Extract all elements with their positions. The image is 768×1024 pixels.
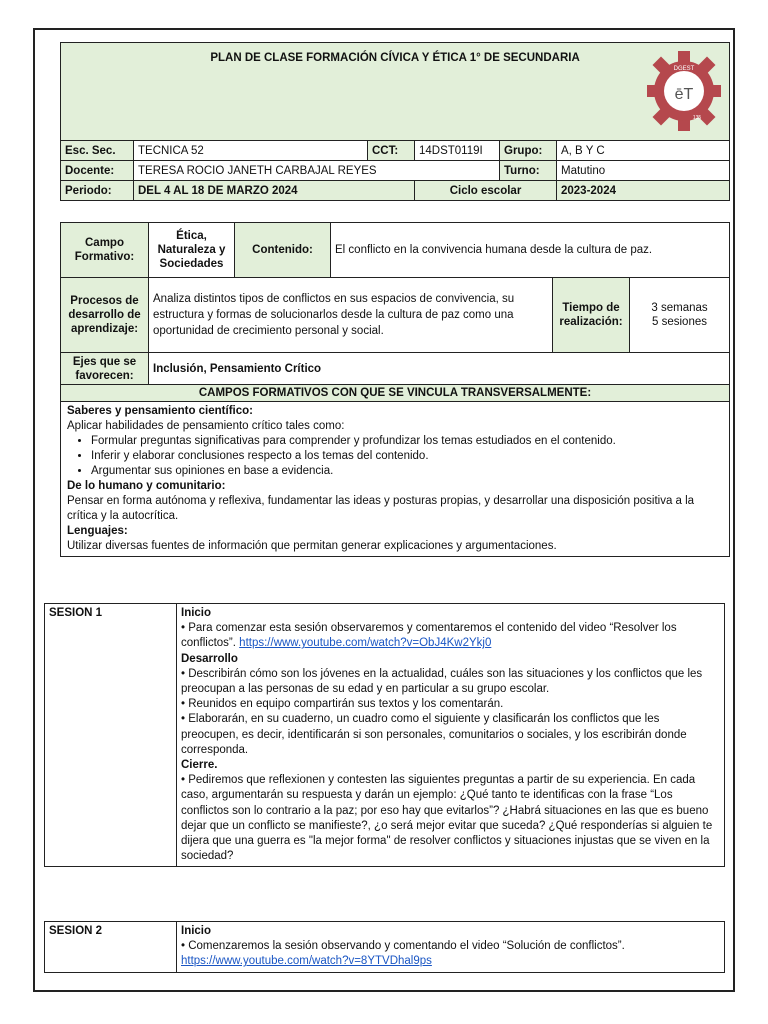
header-table: [60, 42, 730, 201]
grupo-label: Grupo:: [500, 141, 557, 161]
tiempo-semanas: 3 semanas: [651, 302, 708, 314]
grupo-value: A, B Y C: [557, 141, 730, 161]
sesion-2-label: SESION 2: [45, 922, 177, 973]
saberes-list: [67, 434, 725, 479]
sesion-1-cierre-text: • Pediremos que reflexionen y contesten las siguientes preguntas a partir de su experiencia. En cada caso, argumentarán su respuesta y darán un ejemplo: ¿Qué tanto te identificas con la frase “Los conflictos son lo contrario a la paz; por eso hay que evitarlos”? ¿Habrá situaciones en las que es bueno dejar que un conflicto se manifieste?, ¿o será mejor evitar que suceda? ¿Qué responderías si alguien te dijera que una guerra es "la mejor forma" de resolver conflictos y situaciones injustas que se viven en la sociedad?: [181, 774, 713, 863]
saberes-intro: Aplicar habilidades de pensamiento crítico tales como:: [67, 420, 345, 432]
sesion-1-inicio: [181, 621, 720, 651]
tiempo-value: [630, 278, 730, 353]
ciclo-label: Ciclo escolar: [415, 181, 557, 201]
page-title: PLAN DE CLASE FORMACIÓN CÍVICA Y ÉTICA 1° DE SECUNDARIA: [210, 52, 580, 64]
logo-text-top: DGEST: [673, 66, 695, 72]
sesion-1-label: SESION 1: [45, 604, 177, 867]
logo-text-bottom: 135: [692, 115, 702, 121]
campo-label: Campo Formativo:: [61, 223, 149, 278]
sesion-2-body: [177, 922, 725, 973]
sesion-1-desarrollo-title: Desarrollo: [181, 652, 238, 665]
esc-label: Esc. Sec.: [61, 141, 134, 161]
saberes-title: Saberes y pensamiento científico:: [67, 405, 253, 417]
contenido-value: El conflicto en la convivencia humana desde la cultura de paz.: [331, 223, 730, 278]
sesion-2-inicio-title: Inicio: [181, 925, 212, 937]
humano-text: Pensar en forma autónoma y reflexiva, fundamentar las ideas y posturas propias, y desarrollar una disposición positiva a la crítica y la autocrítica.: [67, 495, 695, 522]
cct-label: CCT:: [368, 141, 415, 161]
cct-value: 14DST0119I: [415, 141, 500, 161]
dgest-logo-icon: [645, 49, 723, 133]
sesion-1-video-link[interactable]: https://www.youtube.com/watch?v=ObJ4Kw2Ykj0: [239, 637, 492, 650]
sesion-2-table: [44, 921, 725, 973]
ejes-value: Inclusión, Pensamiento Crítico: [149, 353, 730, 385]
sesion-1-desarrollo-1: • Describirán cómo son los jóvenes en la actualidad, cuáles son las situaciones y los conflictos que les preocupan a las personas de su edad y en particular a su grupo escolar.: [181, 667, 703, 696]
periodo-value: DEL 4 AL 18 DE MARZO 2024: [134, 181, 415, 201]
sesion-2-link-line: [181, 954, 720, 969]
tiempo-sesiones: 5 sesiones: [652, 316, 707, 328]
sesion-2-inicio-text: • Comenzaremos la sesión observando y comentando el video “Solución de conflictos”.: [181, 940, 625, 953]
transversal-body: [61, 402, 730, 557]
docente-label: Docente:: [61, 161, 134, 181]
list-item: • Argumentar sus opiniones en base a evidencia.: [91, 464, 725, 479]
logo-text-mid: ēT: [674, 86, 694, 103]
sesion-1-desarrollo-2: • Reunidos en equipo compartirán sus textos y los comentarán.: [181, 698, 504, 711]
transversal-title: CAMPOS FORMATIVOS CON QUE SE VINCULA TRANSVERSALMENTE:: [61, 385, 730, 402]
list-item: • Formular preguntas significativas para comprender y profundizar los temas estudiados en el contenido.: [91, 434, 725, 449]
tiempo-label: Tiempo de realización:: [553, 278, 630, 353]
title-cell: [61, 43, 730, 141]
campo-value: Ética, Naturaleza y Sociedades: [149, 223, 235, 278]
sesion-2-video-link[interactable]: https://www.youtube.com/watch?v=8YTVDhal9ps: [181, 955, 432, 968]
humano-title: De lo humano y comunitario:: [67, 480, 226, 492]
sesion-1-desarrollo-3: • Elaborarán, en su cuaderno, un cuadro como el siguiente y clasificarán los conflictos que les preocupen, es decir, identificarán si son personales, comunitarios o sociales, y los escribirán donde corresponda.: [181, 713, 687, 756]
docente-value: TERESA ROCIO JANETH CARBAJAL REYES: [134, 161, 500, 181]
sesion-1-body: [177, 604, 725, 867]
lenguajes-title: Lenguajes:: [67, 525, 128, 537]
periodo-label: Periodo:: [61, 181, 134, 201]
lenguajes-text: Utilizar diversas fuentes de información que permitan generar explicaciones y argumentaciones.: [67, 540, 557, 552]
sesion-1-inicio-text: • Para comenzar esta sesión observaremos y comentaremos el contenido del video “Resolver los conflictos”.: [181, 622, 677, 650]
ciclo-value: 2023-2024: [557, 181, 730, 201]
ejes-label: Ejes que se favorecen:: [61, 353, 149, 385]
turno-value: Matutino: [557, 161, 730, 181]
sesion-1-cierre-title: Cierre.: [181, 759, 218, 772]
esc-value: TECNICA 52: [134, 141, 368, 161]
sesion-1-inicio-title: Inicio: [181, 607, 212, 619]
turno-label: Turno:: [500, 161, 557, 181]
procesos-label: Procesos de desarrollo de aprendizaje:: [61, 278, 149, 353]
campo-table: [60, 222, 730, 557]
sesion-1-table: [44, 603, 725, 867]
procesos-value: Analiza distintos tipos de conflictos en sus espacios de convivencia, su estructura y formas de solucionarlos desde la cultura de paz como una oportunidad de crecimiento personal y social.: [149, 278, 553, 353]
list-item: • Inferir y elaborar conclusiones respecto a los temas del contenido.: [91, 449, 725, 464]
contenido-label: Contenido:: [235, 223, 331, 278]
